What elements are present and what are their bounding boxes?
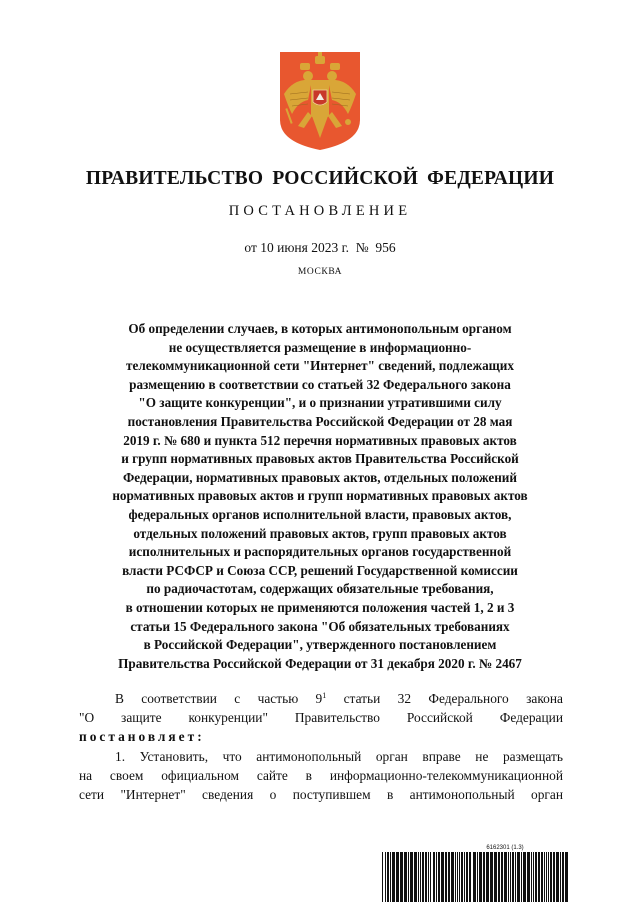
heading-line: 2019 г. № 680 и пункта 512 перечня нормативных правовых актов xyxy=(123,432,517,448)
heading-line: исполнительных и распорядительных органов государственной xyxy=(128,544,512,560)
heading-line: Федерации, нормативных правовых актов, отдельных положений xyxy=(122,469,518,485)
heading-line: постановления Правительства Российской Федерации от 28 мая xyxy=(127,413,513,429)
heading-line: отдельных положений правовых актов, групп правовых актов xyxy=(133,525,507,541)
heading-line: в Российской Федерации", утвержденного постановлением xyxy=(143,637,497,653)
heading-line: нормативных правовых актов и групп нормативных правовых актов xyxy=(112,488,528,504)
coat-of-arms-icon xyxy=(278,50,362,152)
heading-line: и групп нормативных правовых актов Правительства Российской xyxy=(121,451,519,467)
paragraph-1-line-1: В соответствии с частью $9^1$ статьи 32 Федерального закона xyxy=(115,691,563,706)
paragraph-2-line-3: сети "Интернет" сведения о поступившем в антимонопольный орган xyxy=(79,786,563,802)
document-type: ПОСТАНОВЛЕНИЕ xyxy=(228,203,412,219)
heading-line: федеральных органов исполнительной власти, правовых актов, xyxy=(128,506,512,522)
heading-line: "О защите конкуренции", и о признании утратившими силу xyxy=(138,395,502,411)
heading-line: телекоммуникационной сети "Интернет" сведений, подлежащих xyxy=(126,358,514,374)
barcode-block xyxy=(382,845,568,902)
heading-line: по радиочастотам, содержащих обязательные требования, xyxy=(146,581,494,597)
paragraph-1-line-2: "О защите конкуренции" Правительство Российской Федерации xyxy=(79,710,563,726)
heading-line: Об определении случаев, в которых антимонопольным органом xyxy=(128,321,512,336)
document-body xyxy=(79,689,563,804)
heading-line: не осуществляется размещение в информационно- xyxy=(168,339,472,355)
document-heading xyxy=(70,320,570,673)
government-title: ПРАВИТЕЛЬСТВО РОССИЙСКОЙ ФЕДЕРАЦИИ xyxy=(85,168,555,189)
heading-line: власти РСФСР и Союза ССР, решений Государственной комиссии xyxy=(122,562,518,578)
barcode-icon xyxy=(382,852,568,902)
paragraph-2-line-2: на своем официальном сайте в информационно-телекоммуникационной xyxy=(79,767,563,783)
barcode-caption: 6162301 (1.3) xyxy=(486,845,524,851)
paragraph-1-line-3 xyxy=(79,727,563,746)
heading-line: Правительства Российской Федерации от 31 декабря 2020 г. № 2467 xyxy=(118,655,522,671)
heading-line: размещению в соответствии со статьей 32 Федерального закона xyxy=(129,376,511,392)
resolves-word: постановляет: xyxy=(79,729,205,745)
paragraph-2-line-1: 1. Установить, что антимонопольный орган вправе не размещать xyxy=(115,748,563,764)
heading-line: статьи 15 Федерального закона "Об обязательных требованиях xyxy=(130,618,510,634)
date-and-number: от 10 июня 2023 г. № 956 xyxy=(244,240,396,255)
heading-line: в отношении которых не применяются положения частей 1, 2 и 3 xyxy=(125,599,515,615)
city: МОСКВА xyxy=(297,267,343,277)
